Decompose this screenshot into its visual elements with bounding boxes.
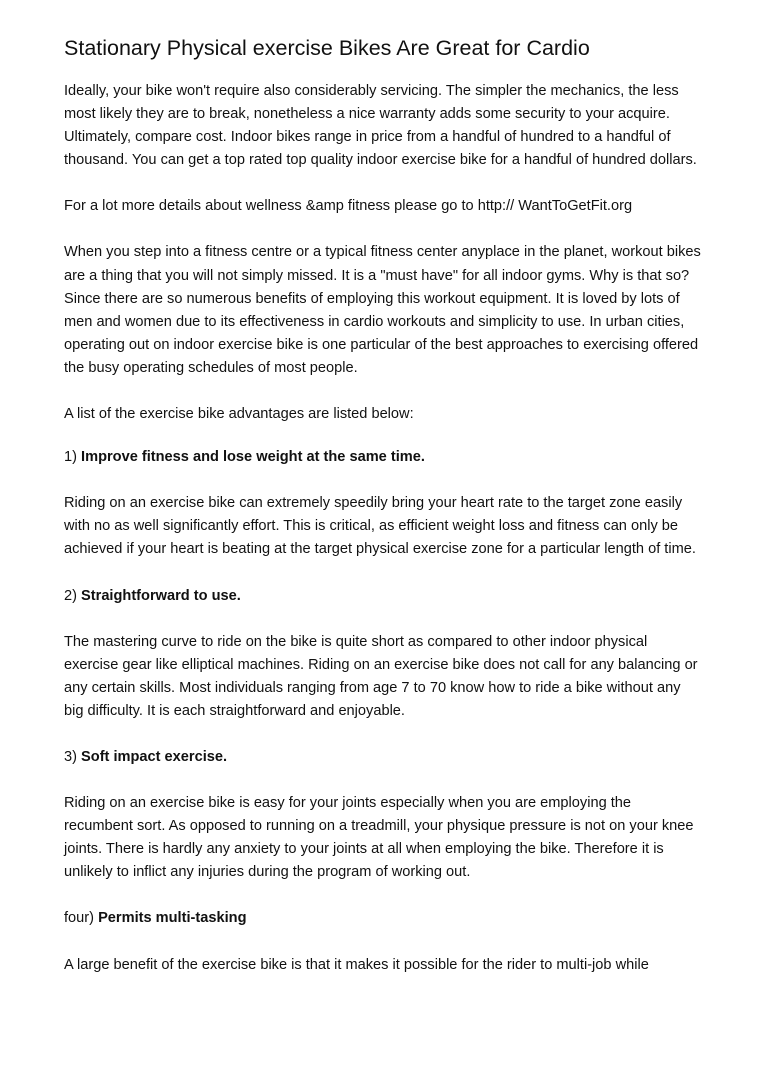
section-body: A large benefit of the exercise bike is that it makes it possible for the rider to multi-job while xyxy=(64,956,649,973)
section-4 xyxy=(64,907,704,976)
section-title: Straightforward to use. xyxy=(81,587,241,604)
section-heading xyxy=(64,446,704,469)
section-heading xyxy=(64,907,704,930)
section-title: Permits multi-tasking xyxy=(98,910,247,927)
section-heading xyxy=(64,585,704,608)
section-body: Riding on an exercise bike can extremely speedily bring your heart rate to the target zone easily with no as well significantly effort. This is critical, as efficient weight loss and fitness can only be achieved if your heart is beating at the target physical exercise zone for a particular length of time. xyxy=(64,495,696,558)
paragraph-intro: Ideally, your bike won't require also considerably servicing. The simpler the mechanics, the less most likely they are to break, nonetheless a nice warranty adds some security to your acquire. Ultimately, compare cost. Indoor bikes range in price from a handful of hundred to a handful of thousand. You can get a top rated top quality indoor exercise bike for a handful of hundred dollars. xyxy=(64,83,697,169)
section-number: four) xyxy=(64,910,95,927)
section-title: Soft impact exercise. xyxy=(81,748,228,765)
paragraph-fitness-centre: When you step into a fitness centre or a typical fitness center anyplace in the planet, workout bikes are a thing that you will not simply missed. It is a "must have" for all indoor gyms. Why is that so? Since there are so numerous benefits of employing this workout equipment. It is loved by lots of men and women due to its effectiveness in cardio workouts and simplicity to use. In urban cities, operating out on indoor exercise bike is one particular of the best approaches to exercising offered the busy operating schedules of most people. xyxy=(64,244,701,376)
section-2 xyxy=(64,585,704,723)
paragraph-more-details: For a lot more details about wellness &amp fitness please go to http:// WantToGetFit.org xyxy=(64,198,633,215)
section-number: 2) xyxy=(64,587,77,604)
section-body: The mastering curve to ride on the bike is quite short as compared to other indoor physical exercise gear like elliptical machines. Riding on an exercise bike does not call for any balancing or any certain skills. Most individuals ranging from age 7 to 70 know how to ride a bike without any big difficulty. It is each straightforward and enjoyable. xyxy=(64,633,698,719)
section-number: 1) xyxy=(64,449,77,466)
section-1 xyxy=(64,446,704,561)
section-title: Improve fitness and lose weight at the same time. xyxy=(81,449,425,466)
paragraph-list-intro: A list of the exercise bike advantages are listed below: xyxy=(64,406,414,423)
page-title: Stationary Physical exercise Bikes Are Great for Cardio xyxy=(64,36,590,60)
section-number: 3) xyxy=(64,748,77,765)
section-heading xyxy=(64,746,704,769)
section-3 xyxy=(64,746,704,884)
section-body: Riding on an exercise bike is easy for your joints especially when you are employing the recumbent sort. As opposed to running on a treadmill, your physique pressure is not on your knee joints. There is hardly any anxiety to your joints at all when employing the bike. Therefore it is unlikely to inflict any injuries during the program of working out. xyxy=(64,795,694,881)
document-page xyxy=(64,34,704,1000)
